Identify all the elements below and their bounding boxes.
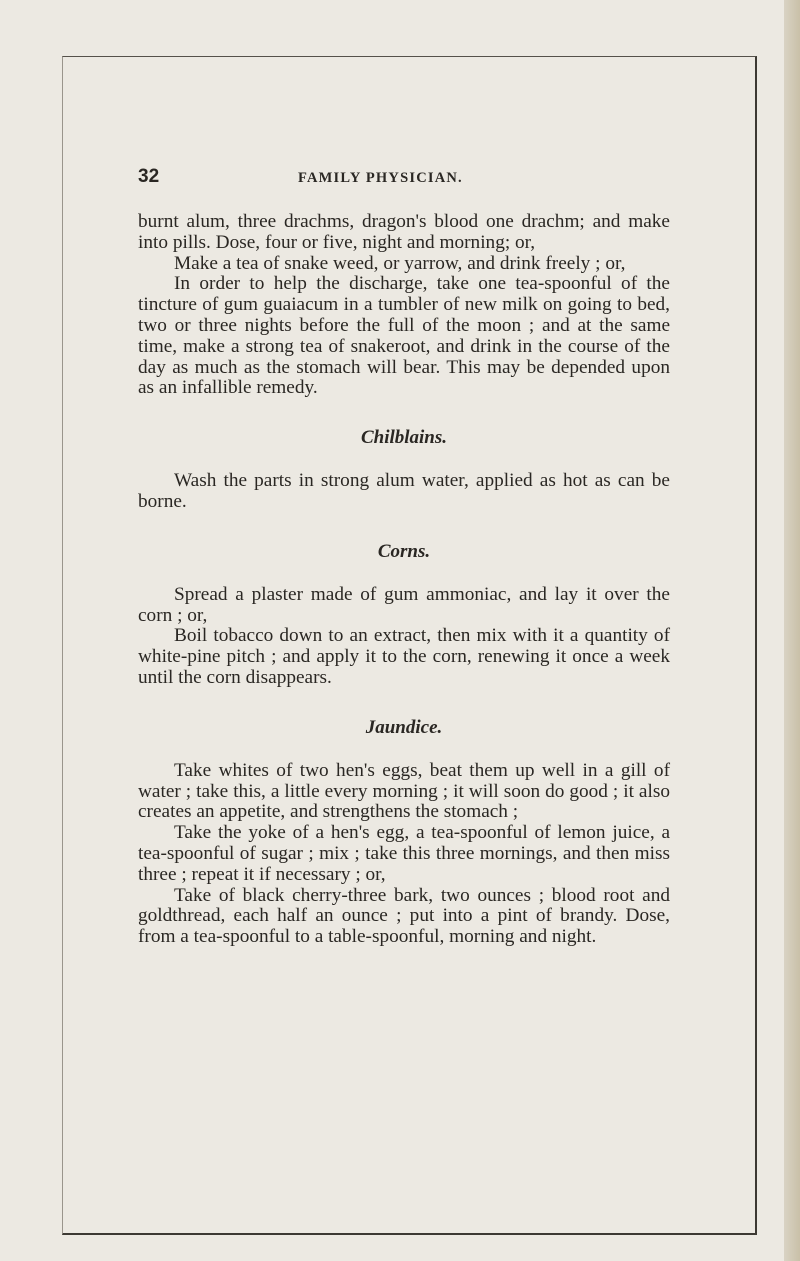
paragraph: Make a tea of snake weed, or yarrow, and drink freely ; or, bbox=[174, 252, 626, 274]
paragraph: burnt alum, three drachms, dragon's blood one drachm; and make into pills. Dose, four or five, night and morning; or, bbox=[138, 211, 670, 253]
paragraph: Take whites of two hen's eggs, beat them up well in a gill of water ; take this, a little every morning ; it will soon do good ; it also creates an appetite, and strengthens the stomach ; bbox=[138, 759, 670, 823]
section-heading-chilblains: Chilblains. bbox=[360, 427, 448, 449]
paragraph: Spread a plaster made of gum ammoniac, and lay it over the corn ; or, bbox=[138, 583, 670, 626]
paragraph: Take of black cherry-three bark, two ounces ; blood root and goldthread, each half an ounce ; put into a pint of brandy. Dose, from a tea-spoonful to a table-spoonful, morning and night. bbox=[138, 884, 670, 948]
paragraph: In order to help the discharge, take one tea-spoonful of the tincture of gum guaiacum in a tumbler of new milk on going to bed, two or three nights before the full of the moon ; and at the same time, make a strong tea of snakeroot, and drink in the course of the day as much as the stomach will bear. This may be depended upon as an infallible remedy. bbox=[138, 273, 670, 399]
body-text bbox=[138, 212, 670, 948]
page-edge bbox=[784, 0, 800, 1261]
running-head bbox=[138, 166, 670, 192]
paragraph: Boil tobacco down to an extract, then mix with it a quantity of white-pine pitch ; and apply it to the corn, renewing it once a week until the corn disappears. bbox=[138, 625, 670, 688]
section-heading-jaundice: Jaundice. bbox=[365, 716, 443, 738]
section-heading-corns: Corns. bbox=[377, 540, 431, 562]
paragraph: Wash the parts in strong alum water, applied as hot as can be borne. bbox=[138, 470, 670, 512]
page-number: 32 bbox=[138, 166, 160, 187]
running-title: FAMILY PHYSICIAN. bbox=[298, 170, 463, 186]
paragraph: Take the yoke of a hen's egg, a tea-spoonful of lemon juice, a tea-spoonful of sugar ; mix ; take this three mornings, and then miss three ; repeat it if necessary ; or, bbox=[138, 822, 670, 885]
